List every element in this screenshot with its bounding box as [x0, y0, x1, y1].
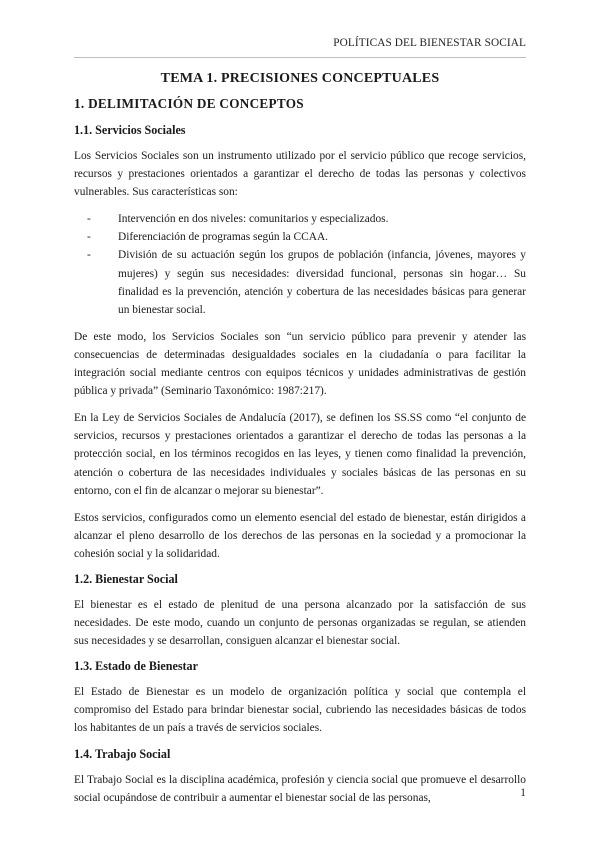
- bullet-dash: -: [87, 231, 91, 244]
- section-heading: 1. DELIMITACIÓN DE CONCEPTOS: [74, 96, 304, 111]
- paragraph: El Estado de Bienestar es un modelo de organización política y social que contempla el compromiso del Estado para brindar bienestar social, cubriendo las necesidades básicas de todos los habitantes de un país a través de servicios sociales.: [74, 686, 526, 735]
- subsection-heading-servicios-sociales: 1.1. Servicios Sociales: [74, 123, 186, 137]
- subsection-heading-trabajo-social: 1.4. Trabajo Social: [74, 746, 171, 761]
- bullet-dash: -: [87, 249, 91, 262]
- paragraph: El Trabajo Social es la disciplina académica, profesión y ciencia social que promueve el desarrollo social ocupándose de contribuir a aumentar el bienestar social de las personas,: [74, 773, 526, 804]
- running-header: POLÍTICAS DEL BIENESTAR SOCIAL: [333, 37, 526, 49]
- characteristics-list: [74, 210, 526, 319]
- paragraph: Los Servicios Sociales son un instrumento utilizado por el servicio público que recoge servicios, recursos y prestaciones orientados a garantizar el derecho de todas las personas y colectivos vulnerables. Sus características son:: [74, 150, 526, 199]
- header-divider: [74, 57, 526, 58]
- subsection-heading-estado-de-bienestar: 1.3. Estado de Bienestar: [74, 659, 198, 674]
- list-item: [87, 246, 526, 318]
- paragraph: Estos servicios, configurados como un elemento esencial del estado de bienestar, están dirigidos a alcanzar el pleno desarrollo de los derechos de las personas en la sociedad y a promocionar la cohesión social y la solidaridad.: [74, 511, 526, 560]
- list-item-text: Diferenciación de programas según la CCAA.: [118, 231, 329, 244]
- paragraph: De este modo, los Servicios Sociales son “un servicio público para prevenir y atender las consecuencias de determinadas desigualdades sociales en la ciudadanía o para facilitar la integración social mediante centros con equipos técnicos y unidades administrativas de gestión pública y privada” (Seminario Taxonómico: 1987:217).: [74, 330, 526, 398]
- list-item: [87, 228, 526, 246]
- subsection-heading-bienestar-social: 1.2. Bienestar Social: [74, 571, 178, 586]
- document-title: TEMA 1. PRECISIONES CONCEPTUALES: [160, 71, 440, 86]
- list-item: [87, 210, 526, 228]
- paragraph: En la Ley de Servicios Sociales de Andalucía (2017), se definen los SS.SS como “el conjunto de servicios, recursos y prestaciones orientados a garantizar el derecho de todas las personas a la protección social, en los términos recogidos en las leyes, y tienen como finalidad la prevención, atención o cobertura de las necesidades individuales y sociales básicas de las personas en su entorno, con el fin de alcanzar o mejorar su bienestar”.: [74, 412, 526, 497]
- paragraph: El bienestar es el estado de plenitud de una persona alcanzado por la satisfacción de sus necesidades. De este modo, cuando un conjunto de personas organizadas se regulan, se atienden sus necesidades y se desarrollan, consiguen alcanzar el bienestar social.: [74, 598, 526, 648]
- page-number: 1: [520, 787, 526, 799]
- bullet-dash: -: [87, 213, 91, 226]
- page-content: [74, 71, 526, 816]
- list-item-text: Intervención en dos niveles: comunitarios y especializados.: [118, 213, 389, 226]
- list-item-text: División de su actuación según los grupos de población (infancia, jóvenes, mayores y mujeres) y según sus necesidades: diversidad funcional, personas sin hogar… Su finalidad es la prevención, atención y cobertura de las necesidades básicas para generar un bienestar social.: [118, 249, 526, 316]
